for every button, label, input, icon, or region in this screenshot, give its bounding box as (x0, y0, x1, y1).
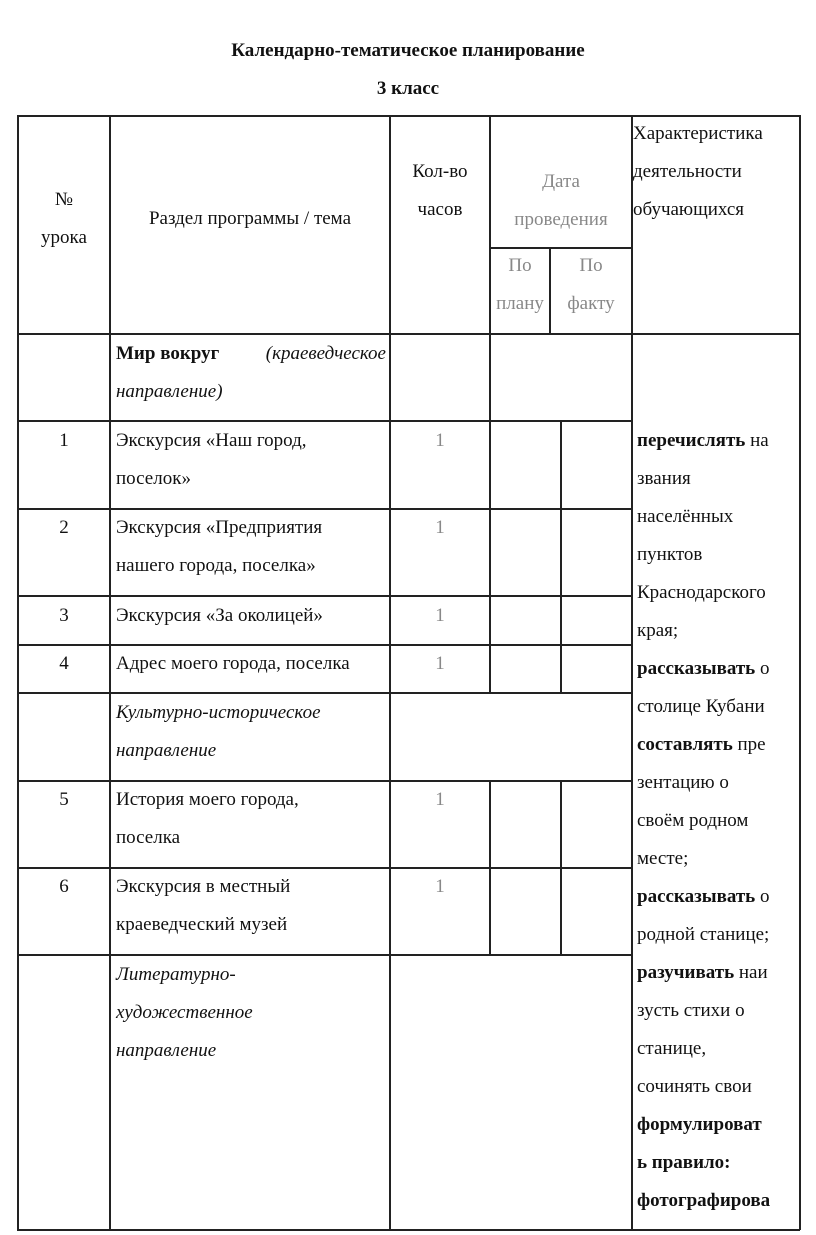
header-date-plan: По плану (496, 255, 544, 314)
lesson-number: 3 (59, 605, 69, 626)
lesson-topic: Экскурсия «За околицей» (116, 605, 323, 626)
description-line: рассказывать о (637, 886, 770, 907)
header-topic: Раздел программы / тема (148, 208, 352, 229)
column-line (560, 420, 562, 693)
header-hours: Кол-во часов (412, 161, 468, 220)
lesson-hours: 1 (435, 517, 445, 538)
lesson-topic: Экскурсия «Наш город, поселок» (116, 430, 307, 489)
description-line: рассказывать о (637, 658, 770, 679)
lesson-hours: 1 (435, 876, 445, 897)
column-line (631, 115, 633, 1230)
section-heading-3: Литературно- художественное направление (116, 964, 253, 1061)
lesson-topic: История моего города, поселка (116, 789, 299, 848)
description-line: составлять пре (637, 734, 766, 755)
header-date: Дата проведения (514, 171, 608, 230)
description-line: перечислять на (637, 430, 769, 451)
description-line: месте; (637, 848, 689, 869)
description-line: звания (637, 468, 691, 489)
description-line: столице Кубани (637, 696, 765, 717)
lesson-hours: 1 (435, 653, 445, 674)
description-line: своём родном (637, 810, 749, 831)
lesson-topic: Экскурсия «Предприятия нашего города, поселка» (116, 517, 323, 576)
description-line: населённых (637, 506, 734, 527)
description-line: сочинять свои (637, 1076, 752, 1097)
lesson-number: 5 (59, 789, 69, 810)
lesson-number: 1 (59, 430, 69, 451)
column-line (109, 115, 111, 1230)
description-line: родной станице; (637, 924, 770, 945)
description-line: зусть стихи о (637, 1000, 745, 1021)
header-description: Характеристика деятельности обучающихся (633, 123, 763, 220)
description-line: фотографирова (637, 1190, 771, 1211)
activity-description (637, 422, 799, 1220)
description-line: зентацию о (637, 772, 729, 793)
header-date-fact: По факту (567, 255, 615, 314)
table-border-right (799, 115, 801, 1230)
description-line: разучивать наи (637, 962, 768, 983)
description-line: ь правило: (637, 1152, 731, 1173)
section-heading-1: Мир вокруг (краеведческое направление) (116, 343, 386, 402)
description-line: формулироват (637, 1114, 762, 1135)
lesson-number: 2 (59, 517, 69, 538)
page-title: Календарно-тематическое планирование (231, 40, 585, 61)
lesson-topic: Экскурсия в местный краеведческий музей (116, 876, 291, 935)
page-subtitle: 3 класс (376, 78, 440, 99)
header-lesson-number: № урока (41, 189, 87, 248)
lesson-number: 6 (59, 876, 69, 897)
column-line (560, 780, 562, 955)
description-line: станице, (637, 1038, 707, 1059)
description-line: пунктов (637, 544, 703, 565)
column-line (489, 780, 491, 955)
lesson-topic: Адрес моего города, поселка (116, 653, 350, 674)
table-border-bottom (17, 1229, 800, 1231)
description-line: Краснодарского (637, 582, 766, 603)
description-line: края; (637, 620, 679, 641)
lesson-hours: 1 (435, 430, 445, 451)
lesson-hours: 1 (435, 605, 445, 626)
section-heading-2: Культурно-историческое направление (116, 702, 321, 761)
lesson-hours: 1 (435, 789, 445, 810)
lesson-number: 4 (59, 653, 69, 674)
